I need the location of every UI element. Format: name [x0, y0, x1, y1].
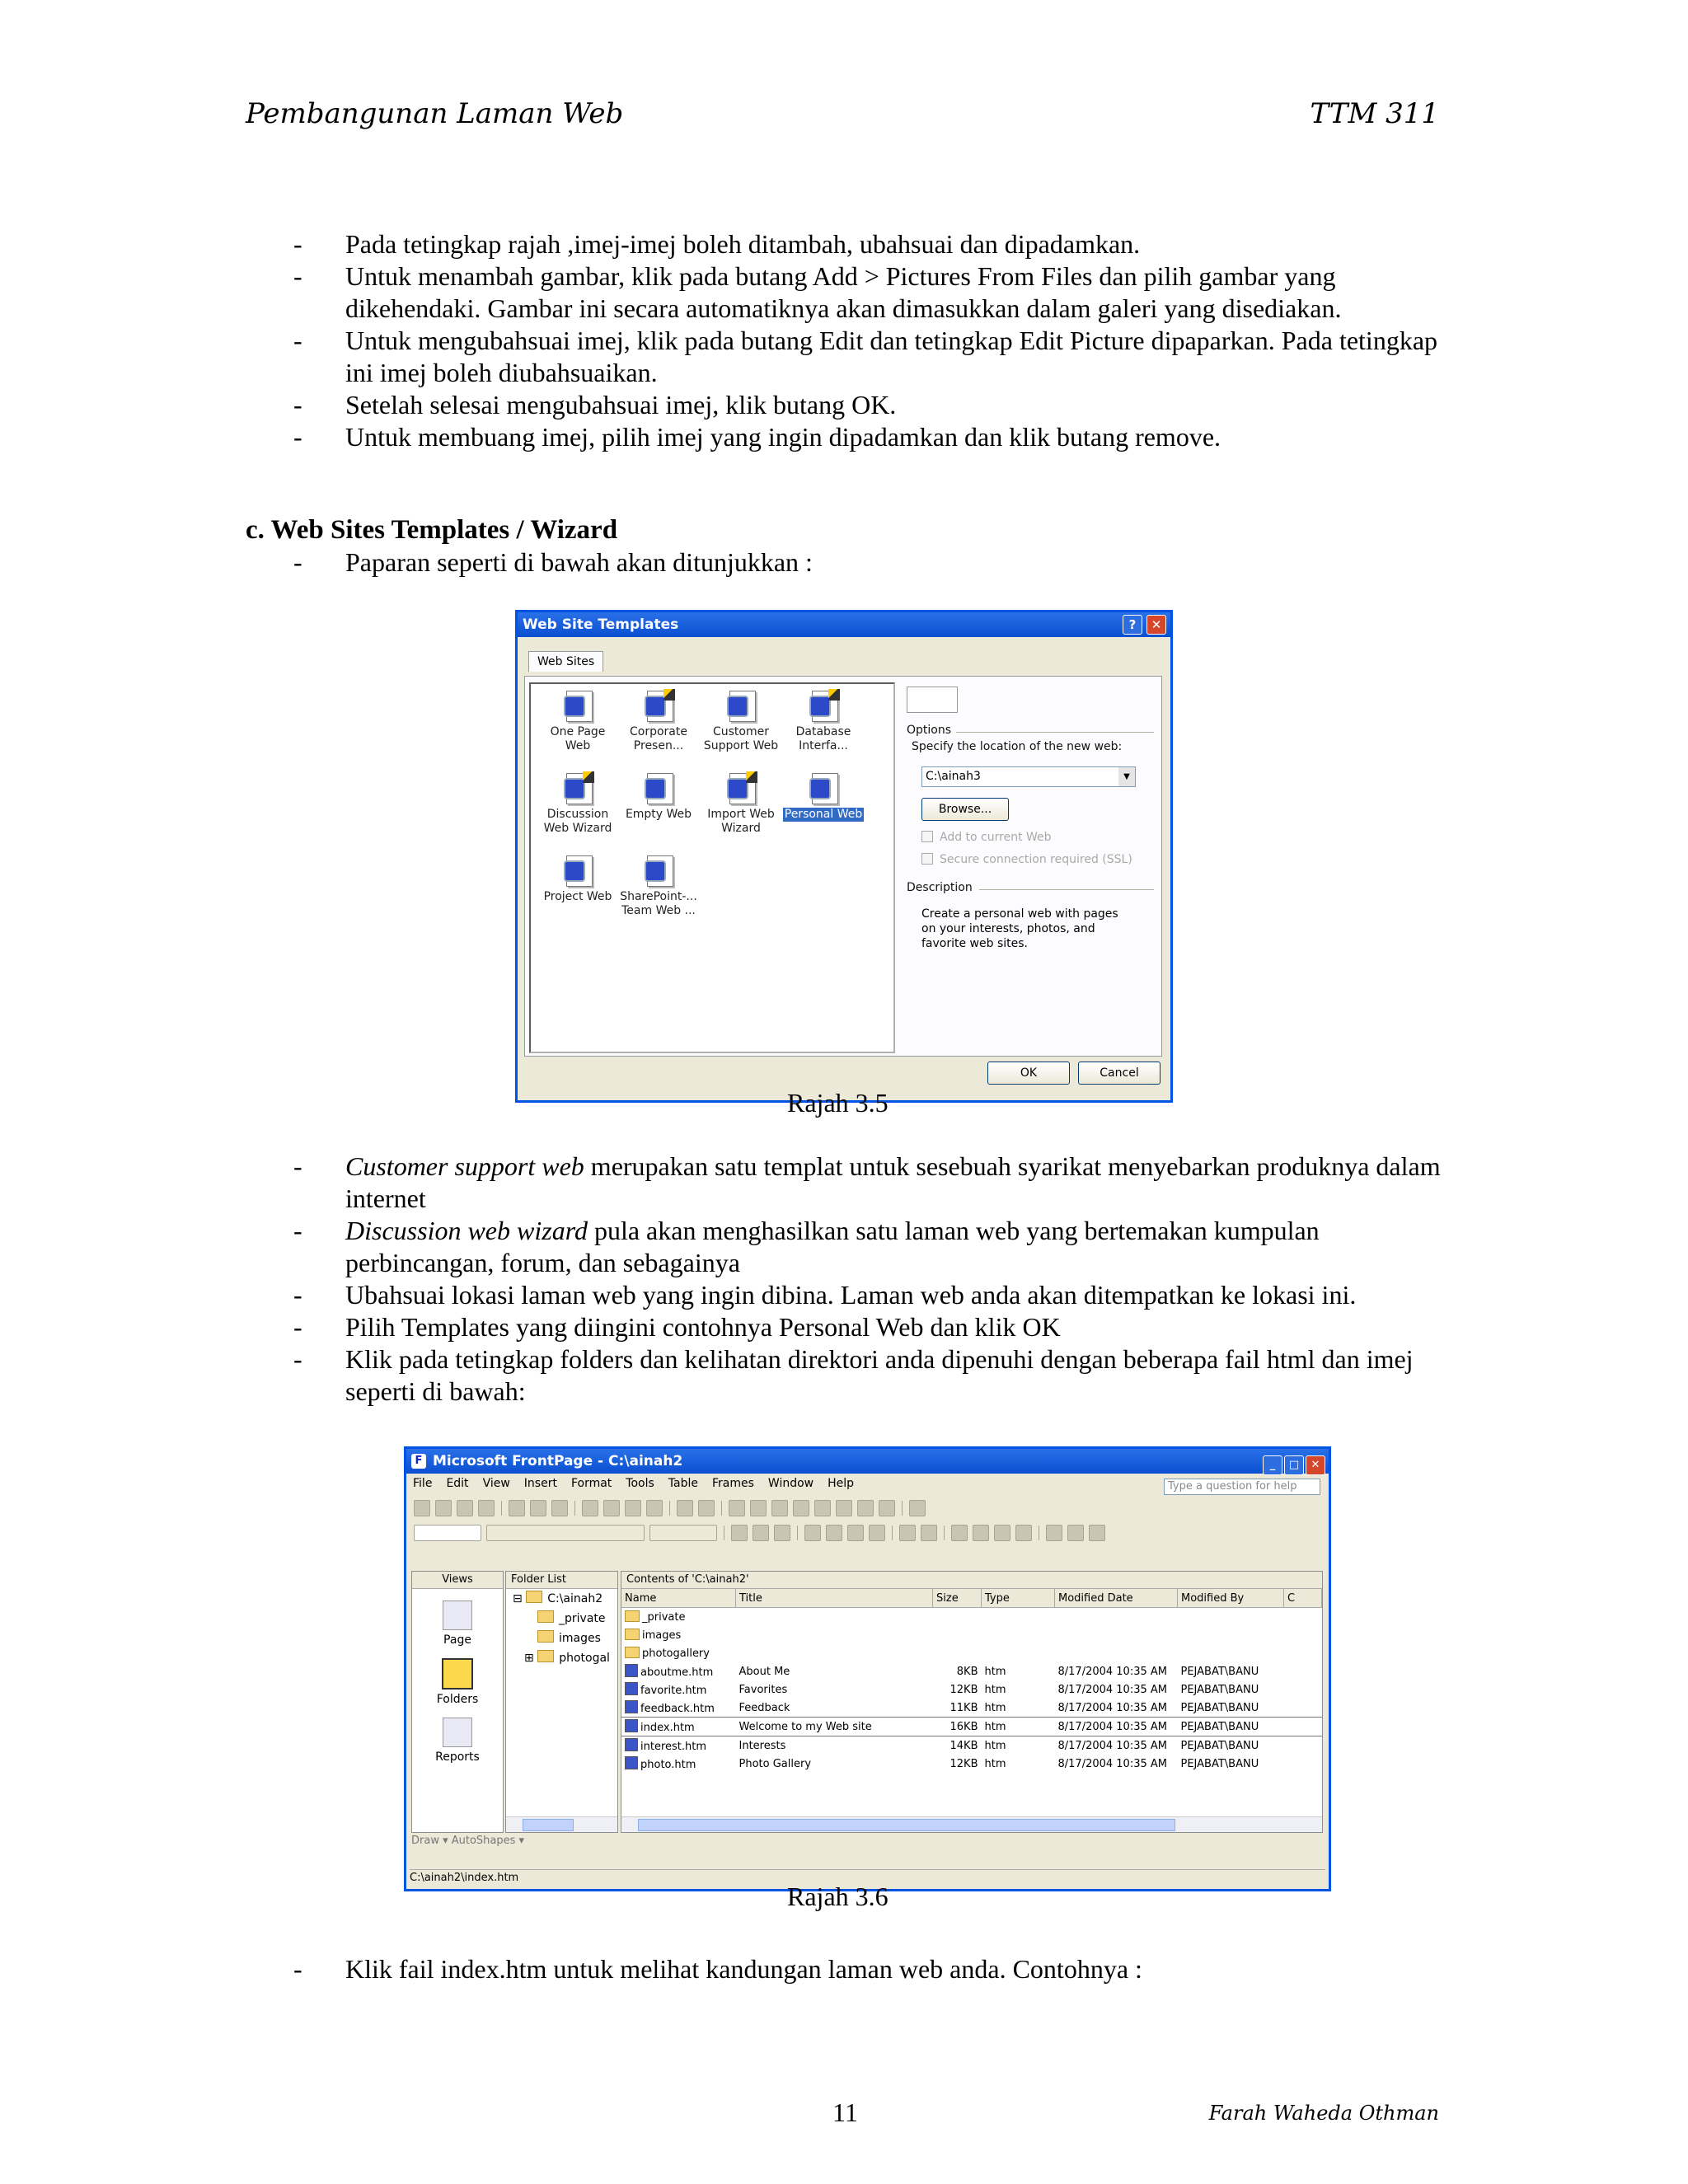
align-right-icon[interactable] — [847, 1525, 864, 1541]
wizard-icon — [561, 771, 594, 804]
highlight-icon[interactable] — [1067, 1525, 1084, 1541]
wizard-icon — [642, 689, 675, 722]
tab-web-sites[interactable]: Web Sites — [528, 651, 603, 672]
list-item: - Klik pada tetingkap folders dan kelihatan direktori anda dipenuhi dengan beberapa fail html dan imej seperti di bawah: — [293, 1344, 1414, 1406]
location-combobox[interactable]: C:\ainah3 ▼ — [921, 766, 1136, 787]
drawing-toolbar[interactable]: Draw ▾ AutoShapes ▾ — [411, 1835, 525, 1847]
table-row[interactable]: photogallery — [621, 1644, 1322, 1662]
style-dropdown[interactable] — [414, 1525, 481, 1541]
tree-item-images[interactable]: images — [513, 1629, 617, 1648]
column-name[interactable]: Name — [621, 1589, 736, 1608]
tree-item-private[interactable]: _private — [513, 1609, 617, 1629]
folder-tree — [506, 1589, 617, 1668]
decrease-font-icon[interactable] — [921, 1525, 937, 1541]
folder-icon — [625, 1629, 640, 1640]
underline-icon[interactable] — [774, 1525, 790, 1541]
menu-insert[interactable]: Insert — [523, 1477, 557, 1490]
copy-icon[interactable] — [603, 1500, 620, 1516]
template-project-web[interactable]: Project Web — [537, 854, 618, 904]
running-header-course: TTM 311 — [1310, 97, 1439, 130]
column-modified-by[interactable]: Modified By — [1178, 1589, 1284, 1608]
views-bar — [411, 1571, 504, 1833]
folder-icon — [625, 1647, 640, 1658]
close-icon[interactable]: ✕ — [1146, 615, 1166, 635]
align-center-icon[interactable] — [826, 1525, 842, 1541]
column-type[interactable]: Type — [982, 1589, 1055, 1608]
increase-indent-icon[interactable] — [1015, 1525, 1032, 1541]
template-one-page-web[interactable]: One Page Web — [537, 689, 618, 753]
folder-list-pane — [505, 1571, 618, 1833]
column-title[interactable]: Title — [736, 1589, 933, 1608]
template-sharepoint-team-web[interactable]: SharePoint-... Team Web ... — [618, 854, 699, 918]
list-item: - Untuk membuang imej, pilih imej yang ingin dipadamkan dan klik butang remove. — [293, 422, 1221, 452]
drawing-icon[interactable] — [793, 1500, 809, 1516]
italic-icon[interactable] — [753, 1525, 769, 1541]
view-reports[interactable]: Reports — [412, 1718, 503, 1764]
figure-caption: Rajah 3.5 — [787, 1088, 889, 1118]
page-number: 11 — [832, 2097, 858, 2127]
section-intro — [293, 546, 1447, 579]
table-row[interactable]: _private — [621, 1608, 1322, 1627]
open-icon[interactable] — [435, 1500, 452, 1516]
list-item: - Untuk menambah gambar, klik pada butang Add > Pictures From Files dan pilih gambar yang dikehendaki. Gambar ini secara automatiknya akan dimasukkan dalam galeri yang disediakan. — [293, 261, 1342, 323]
folder-icon — [537, 1630, 554, 1643]
list-item: - Customer support web merupakan satu templat untuk sesebuah syarikat menyebarkan produknya dalam internet — [293, 1151, 1441, 1213]
views-header: Views — [412, 1572, 503, 1589]
align-left-icon[interactable] — [804, 1525, 821, 1541]
table-row[interactable]: photo.htm Photo Gallery 12KB htm 8/17/2004 10:35 AM PEJABAT\BANU — [621, 1755, 1322, 1773]
dialog-title: Web Site Templates — [523, 616, 679, 633]
view-folders[interactable]: Folders — [412, 1658, 503, 1706]
help-question-input[interactable]: Type a question for help — [1164, 1479, 1320, 1495]
insert-component-icon[interactable] — [729, 1500, 745, 1516]
list-item: - Klik fail index.htm untuk melihat kandungan laman web anda. Contohnya : — [293, 1954, 1142, 1984]
status-bar: C:\ainah2\index.htm — [410, 1869, 1325, 1886]
refresh-icon[interactable] — [836, 1500, 852, 1516]
numbering-icon[interactable] — [951, 1525, 968, 1541]
menu-tools[interactable]: Tools — [626, 1477, 654, 1490]
html-page-icon — [625, 1700, 638, 1713]
menu-window[interactable]: Window — [767, 1477, 814, 1490]
column-modified-date[interactable]: Modified Date — [1055, 1589, 1178, 1608]
folder-icon — [526, 1591, 542, 1603]
help-icon[interactable] — [909, 1500, 926, 1516]
list-item: - Ubahsuai lokasi laman web yang ingin dibina. Laman web anda akan ditempatkan ke lokasi ini. — [293, 1280, 1357, 1310]
bullet-list-top — [293, 228, 1447, 453]
figure-caption: Rajah 3.6 — [787, 1882, 889, 1911]
menu-file[interactable]: File — [413, 1477, 433, 1490]
menu-table[interactable]: Table — [668, 1477, 698, 1490]
redo-icon[interactable] — [698, 1500, 715, 1516]
template-database-interface[interactable]: Database Interfa... — [783, 689, 864, 753]
contents-pane — [621, 1571, 1323, 1833]
section-heading: c. Web Sites Templates / Wizard — [246, 515, 618, 545]
window-titlebar — [406, 1449, 1329, 1474]
folder-list-scrollbar[interactable] — [506, 1816, 617, 1832]
folder-list-header: Folder List — [506, 1572, 617, 1589]
web-page-icon — [561, 854, 594, 887]
list-item: - Pada tetingkap rajah ,imej-imej boleh ditambah, ubahsuai dan dipadamkan. — [293, 229, 1141, 259]
template-corporate-presence[interactable]: Corporate Presen... — [618, 689, 699, 753]
preview-icon[interactable] — [530, 1500, 546, 1516]
maximize-icon[interactable]: □ — [1284, 1455, 1304, 1475]
template-empty-web[interactable]: Empty Web — [618, 771, 699, 822]
ok-button[interactable]: OK — [987, 1062, 1070, 1085]
hyperlink-icon[interactable] — [814, 1500, 831, 1516]
cancel-button[interactable]: Cancel — [1078, 1062, 1160, 1085]
frontpage-app-icon: F — [411, 1454, 426, 1469]
table-row[interactable]: feedback.htm Feedback 11KB htm 8/17/2004 10:35 AM PEJABAT\BANU — [621, 1699, 1322, 1718]
table-row[interactable]: images — [621, 1626, 1322, 1644]
list-item: - Discussion web wizard pula akan menghasilkan satu laman web yang bertemakan kumpulan perbincangan, forum, dan sebagainya — [293, 1216, 1320, 1277]
html-page-icon — [625, 1664, 638, 1677]
add-to-current-web-checkbox[interactable]: Add to current Web — [921, 831, 1052, 844]
template-list — [529, 682, 895, 1053]
view-page[interactable]: Page — [412, 1601, 503, 1647]
chevron-down-icon[interactable]: ▼ — [1118, 767, 1135, 786]
menu-frames[interactable]: Frames — [712, 1477, 754, 1490]
column-comments[interactable]: C — [1284, 1589, 1322, 1608]
insert-table-icon[interactable] — [750, 1500, 767, 1516]
help-icon[interactable]: ? — [1123, 615, 1142, 635]
window-title: Microsoft FrontPage - C:\ainah2 — [433, 1453, 683, 1469]
tree-item-photogallery[interactable]: ⊞ photogal — [524, 1652, 610, 1665]
template-personal-web[interactable]: Personal Web — [783, 771, 864, 822]
formatting-toolbar — [411, 1521, 1324, 1544]
font-dropdown[interactable] — [486, 1525, 645, 1541]
table-row[interactable]: index.htm Welcome to my Web site 16KB htm 8/17/2004 10:35 AM PEJABAT\BANU — [621, 1718, 1322, 1736]
view-toggle-icons[interactable] — [907, 687, 958, 713]
wizard-icon — [807, 689, 840, 722]
folder-icon — [442, 1658, 473, 1690]
list-item: - Paparan seperti di bawah akan ditunjukkan : — [293, 547, 813, 577]
folder-icon — [625, 1610, 640, 1622]
contents-scrollbar[interactable] — [621, 1816, 1322, 1832]
secure-connection-checkbox[interactable]: Secure connection required (SSL) — [921, 853, 1132, 866]
location-label: Specify the location of the new web: — [912, 740, 1123, 753]
list-item: - Setelah selesai mengubahsuai imej, klik butang OK. — [293, 390, 897, 419]
stop-icon[interactable] — [857, 1500, 874, 1516]
standard-toolbar — [411, 1497, 1324, 1520]
dialog-titlebar — [518, 612, 1170, 637]
table-row[interactable]: favorite.htm Favorites 12KB htm 8/17/2004 10:35 AM PEJABAT\BANU — [621, 1680, 1322, 1699]
borders-icon[interactable] — [1046, 1525, 1062, 1541]
browse-button[interactable]: Browse... — [921, 798, 1009, 821]
file-table — [621, 1589, 1322, 1773]
publish-icon[interactable] — [478, 1500, 495, 1516]
bold-icon[interactable] — [731, 1525, 748, 1541]
list-item: - Untuk mengubahsuai imej, klik pada butang Edit dan tetingkap Edit Picture dipaparkan. Pada tetingkap ini imej boleh diubahsuaikan. — [293, 326, 1438, 387]
home-page-icon — [625, 1719, 638, 1732]
print-icon[interactable] — [509, 1500, 525, 1516]
wizard-icon — [724, 771, 757, 804]
web-page-icon — [642, 854, 675, 887]
web-page-icon — [561, 689, 594, 722]
minimize-icon[interactable]: _ — [1263, 1455, 1282, 1475]
author-name: Farah Waheda Othman — [1208, 2102, 1439, 2125]
template-discussion-web-wizard[interactable]: Discussion Web Wizard — [537, 771, 618, 836]
template-import-web-wizard[interactable]: Import Web Wizard — [701, 771, 781, 836]
web-page-icon — [642, 771, 675, 804]
web-page-icon — [724, 689, 757, 722]
menu-format[interactable]: Format — [570, 1477, 612, 1490]
list-item: - Pilih Templates yang diingini contohnya Personal Web dan klik OK — [293, 1312, 1061, 1342]
web-page-icon — [807, 771, 840, 804]
description-text: Create a personal web with pages on your interests, photos, and favorite web sites. — [921, 907, 1118, 950]
html-page-icon — [625, 1682, 638, 1695]
save-icon[interactable] — [457, 1500, 473, 1516]
increase-font-icon[interactable] — [899, 1525, 916, 1541]
show-all-icon[interactable] — [879, 1500, 895, 1516]
table-row[interactable]: interest.htm Interests 14KB htm 8/17/2004 10:35 AM PEJABAT\BANU — [621, 1736, 1322, 1755]
description-label: Description — [907, 881, 973, 894]
undo-icon[interactable] — [677, 1500, 693, 1516]
folder-icon — [537, 1650, 554, 1662]
cut-icon[interactable] — [582, 1500, 598, 1516]
font-size-dropdown[interactable] — [649, 1525, 717, 1541]
bullet-list-bottom — [293, 1953, 1447, 1985]
menu-help[interactable]: Help — [828, 1477, 855, 1490]
justify-icon[interactable] — [869, 1525, 885, 1541]
paste-icon[interactable] — [625, 1500, 641, 1516]
menu-edit[interactable]: Edit — [446, 1477, 469, 1490]
font-color-icon[interactable] — [1089, 1525, 1105, 1541]
tree-item-root[interactable]: ⊟ C:\ainah2 — [513, 1592, 603, 1605]
html-page-icon — [625, 1738, 638, 1751]
decrease-indent-icon[interactable] — [994, 1525, 1010, 1541]
reports-icon — [443, 1718, 472, 1747]
column-size[interactable]: Size — [933, 1589, 982, 1608]
running-header-title: Pembangunan Laman Web — [246, 97, 624, 130]
close-icon[interactable]: ✕ — [1306, 1455, 1325, 1475]
spelling-icon[interactable] — [551, 1500, 568, 1516]
table-row[interactable]: aboutme.htm About Me 8KB htm 8/17/2004 10:35 AM PEJABAT\BANU — [621, 1662, 1322, 1680]
bullets-icon[interactable] — [973, 1525, 989, 1541]
template-customer-support-web[interactable]: Customer Support Web — [701, 689, 781, 753]
page-icon — [443, 1601, 472, 1630]
menu-view[interactable]: View — [482, 1477, 510, 1490]
format-painter-icon[interactable] — [646, 1500, 663, 1516]
insert-picture-icon[interactable] — [771, 1500, 788, 1516]
frontpage-window — [404, 1446, 1331, 1891]
folder-icon — [537, 1610, 554, 1623]
menu-bar — [413, 1477, 868, 1495]
options-label: Options — [907, 724, 952, 737]
web-site-templates-dialog — [515, 610, 1173, 1103]
html-page-icon — [625, 1756, 638, 1769]
new-page-icon[interactable] — [414, 1500, 430, 1516]
bullet-list-middle — [293, 1151, 1447, 1408]
contents-title: Contents of 'C:\ainah2' — [621, 1572, 1322, 1589]
